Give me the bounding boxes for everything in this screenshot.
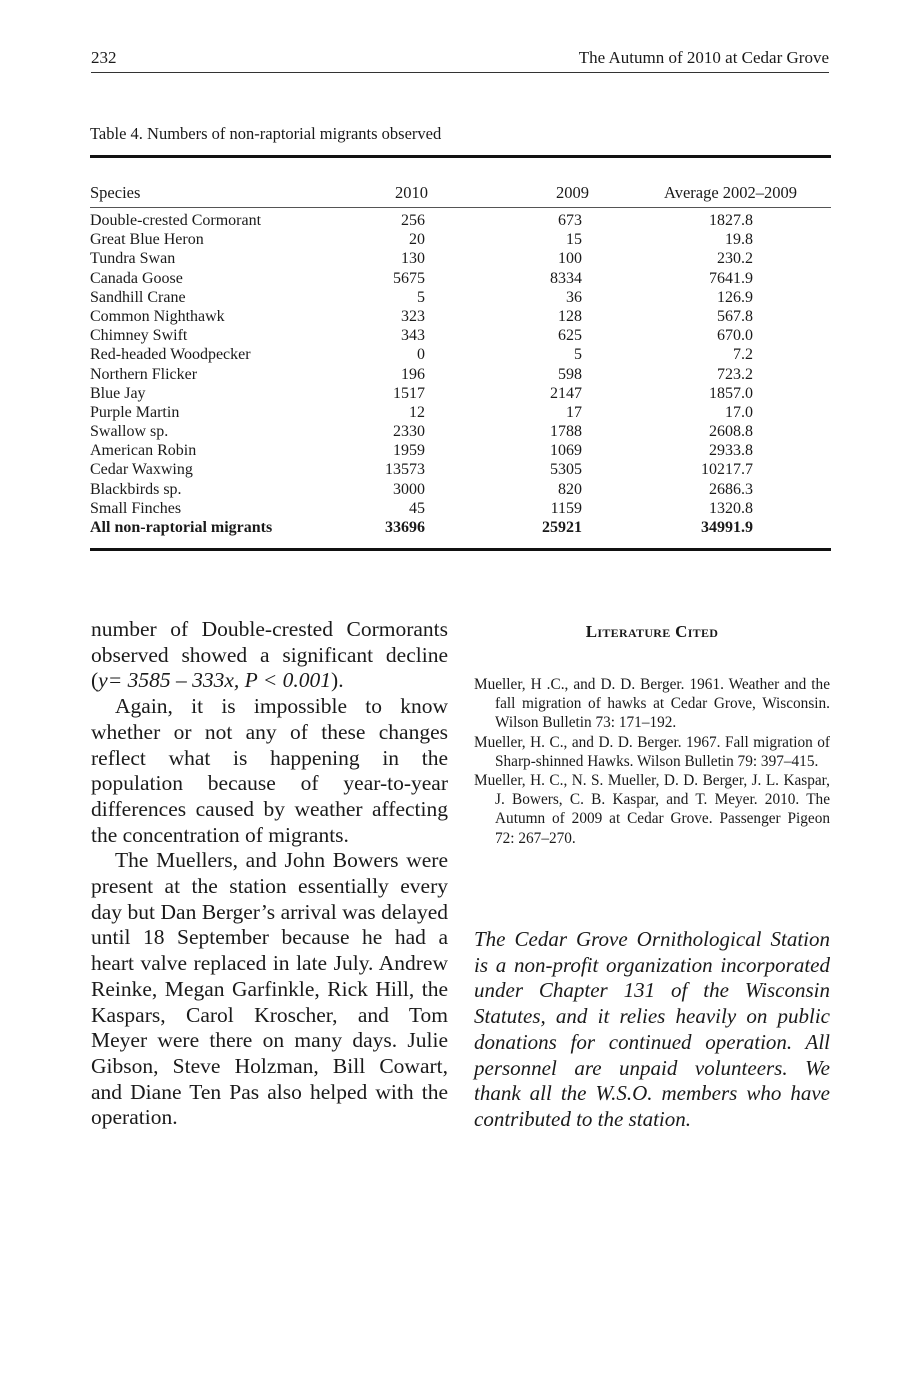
reference-item: Mueller, H. C., and D. D. Berger. 1967. Fall migration of Sharp-shinned Hawks. Wilson Bulletin 79: 397–415. (474, 733, 830, 770)
cell-2009: 8334 (550, 269, 582, 287)
cell-species: Great Blue Heron (90, 231, 204, 249)
cell-2010: 196 (401, 365, 425, 383)
table-header (90, 158, 831, 207)
cell-average: 7641.9 (709, 269, 753, 287)
paragraph-1-end: ). (331, 668, 344, 693)
table-row (90, 461, 831, 480)
cell-2010: 1517 (393, 384, 425, 402)
cell-species: Chimney Swift (90, 327, 188, 345)
cell-2009: 1159 (550, 499, 582, 517)
cell-species: Cedar Waxwing (90, 461, 193, 479)
table-row (90, 481, 831, 500)
table-row (90, 231, 831, 250)
running-title: The Autumn of 2010 at Cedar Grove (578, 48, 829, 67)
cell-average: 1857.0 (709, 384, 753, 402)
cell-species: Tundra Swan (90, 250, 176, 268)
table-row (90, 366, 831, 385)
cell-2009: 15 (566, 231, 582, 249)
cell-2009: 1788 (550, 423, 582, 441)
cell-species: American Robin (90, 442, 197, 460)
table-bottom-rule (90, 548, 831, 551)
cell-2010: 20 (409, 231, 425, 249)
cell-2010: 3000 (393, 480, 425, 498)
cell-species: Northern Flicker (90, 365, 198, 383)
cell-2009: 820 (558, 480, 582, 498)
cell-2009: 598 (558, 365, 582, 383)
table-row (90, 250, 831, 269)
cell-2010: 343 (401, 327, 425, 345)
cell-species: Swallow sp. (90, 423, 169, 441)
cell-species: Common Nighthawk (90, 307, 225, 325)
reference-item: Mueller, H. C., N. S. Mueller, D. D. Berger, J. L. Kaspar, J. Bowers, C. B. Kaspar, and T. Meyer. 2010. The Autumn of 2009 at Cedar Grove. Passenger Pigeon 72: 267–270. (474, 772, 830, 847)
table-row (90, 385, 831, 404)
cell-2010: 45 (409, 499, 425, 517)
cell-average: 2608.8 (709, 423, 753, 441)
table-row (90, 308, 831, 327)
cell-average: 126.9 (717, 288, 753, 306)
cell-average: 723.2 (717, 365, 753, 383)
cell-2010: 12 (409, 403, 425, 421)
cell-species: Red-headed Woodpecker (90, 346, 251, 364)
total-2009: 25921 (542, 519, 582, 536)
cell-2009: 17 (566, 403, 582, 421)
cell-species: Blackbirds sp. (90, 480, 182, 498)
cell-average: 670.0 (717, 327, 753, 345)
cell-species: Sandhill Crane (90, 288, 186, 306)
cell-average: 1827.8 (709, 212, 753, 229)
paragraph-weather-differences: Again, it is impossible to know whether or not any of these changes reflect what is happening in the population because of year-to-year differences caused by weather affecting the concentration of migrants. (91, 694, 448, 847)
acknowledgement-note: The Cedar Grove Ornithological Station is a non-profit organization incorporated under Chapter 131 of the Wisconsin Statutes, and it relies heavily on public donations for continued operation. All personnel are unpaid volunteers. We thank all the W.S.O. members who have contributed to the station. (474, 927, 830, 1131)
cell-2010: 5675 (393, 269, 425, 287)
table-body (90, 208, 831, 548)
cell-2009: 36 (566, 288, 582, 306)
cell-average: 230.2 (717, 250, 753, 268)
cell-2009: 673 (558, 212, 582, 229)
cell-2009: 128 (558, 307, 582, 325)
paragraph-personnel: The Muellers, and John Bowers were present at the station essentially every day but Dan Berger’s arrival was delayed until 18 September because he had a heart valve replaced in late July. Andrew Reinke, Megan Garfinkle, Rick Hill, the Kaspars, Carol Kroscher, and Tom Meyer were there on many days. Julie Gibson, Steve Holzman, Bill Cowart, and Diane Ten Pas also helped with the operation. (91, 848, 448, 1130)
cell-2009: 5 (574, 346, 582, 364)
table-row (90, 270, 831, 289)
cell-2009: 2147 (550, 384, 582, 402)
table-row (90, 212, 831, 231)
cell-average: 2933.8 (709, 442, 753, 460)
total-average: 34991.9 (701, 519, 753, 536)
cell-species: Canada Goose (90, 269, 183, 287)
table-row (90, 327, 831, 346)
column-header-2010: 2010 (395, 183, 428, 202)
page-header (91, 48, 829, 73)
table-row (90, 442, 831, 461)
table-row (90, 346, 831, 365)
page-number: 232 (91, 48, 117, 67)
cell-2009: 625 (558, 327, 582, 345)
cell-2010: 130 (401, 250, 425, 268)
cell-average: 567.8 (717, 307, 753, 325)
cell-average: 7.2 (733, 346, 753, 364)
cell-2009: 100 (558, 250, 582, 268)
cell-2010: 323 (401, 307, 425, 325)
table-row-total (90, 519, 831, 538)
cell-2010: 5 (417, 288, 425, 306)
table-row (90, 500, 831, 519)
column-header-average: Average 2002–2009 (664, 183, 798, 202)
table-row (90, 289, 831, 308)
reference-item: Mueller, H .C., and D. D. Berger. 1961. Weather and the fall migration of hawks at Cedar Grove, Wisconsin. Wilson Bulletin 73: 171–192. (474, 676, 830, 732)
table-caption: Table 4. Numbers of non-raptorial migrants observed (90, 124, 442, 143)
cell-average: 2686.3 (709, 480, 753, 498)
table-row (90, 404, 831, 423)
cell-2009: 5305 (550, 461, 582, 479)
cell-average: 19.8 (725, 231, 753, 249)
cell-2010: 0 (417, 346, 425, 364)
cell-2009: 1069 (550, 442, 582, 460)
cell-2010: 13573 (385, 461, 425, 479)
migrants-table (90, 155, 831, 551)
cell-average: 17.0 (725, 403, 753, 421)
table-row (90, 423, 831, 442)
total-2010: 33696 (385, 519, 425, 536)
cell-2010: 256 (401, 212, 425, 229)
cell-species: Blue Jay (90, 384, 146, 402)
regression-equation: y= 3585 – 333x, P < 0.001 (98, 668, 332, 693)
body-text-column (91, 617, 448, 1131)
cell-2010: 1959 (393, 442, 425, 460)
paragraph-1-start: number of Double-crested Cormorants observed showed a significant decline ( (91, 617, 448, 693)
cell-2010: 2330 (393, 423, 425, 441)
cell-species: Purple Martin (90, 403, 180, 421)
literature-cited-heading: Literature Cited (585, 622, 719, 641)
column-header-species: Species (90, 183, 141, 202)
paragraph-cormorant-decline (91, 617, 448, 694)
total-species: All non-raptorial migrants (90, 519, 273, 536)
cell-average: 10217.7 (701, 461, 753, 479)
cell-species: Small Finches (90, 499, 182, 517)
reference-list (474, 675, 830, 848)
cell-species: Double-crested Cormorant (90, 212, 262, 229)
cell-average: 1320.8 (709, 499, 753, 517)
column-header-2009: 2009 (556, 183, 589, 202)
